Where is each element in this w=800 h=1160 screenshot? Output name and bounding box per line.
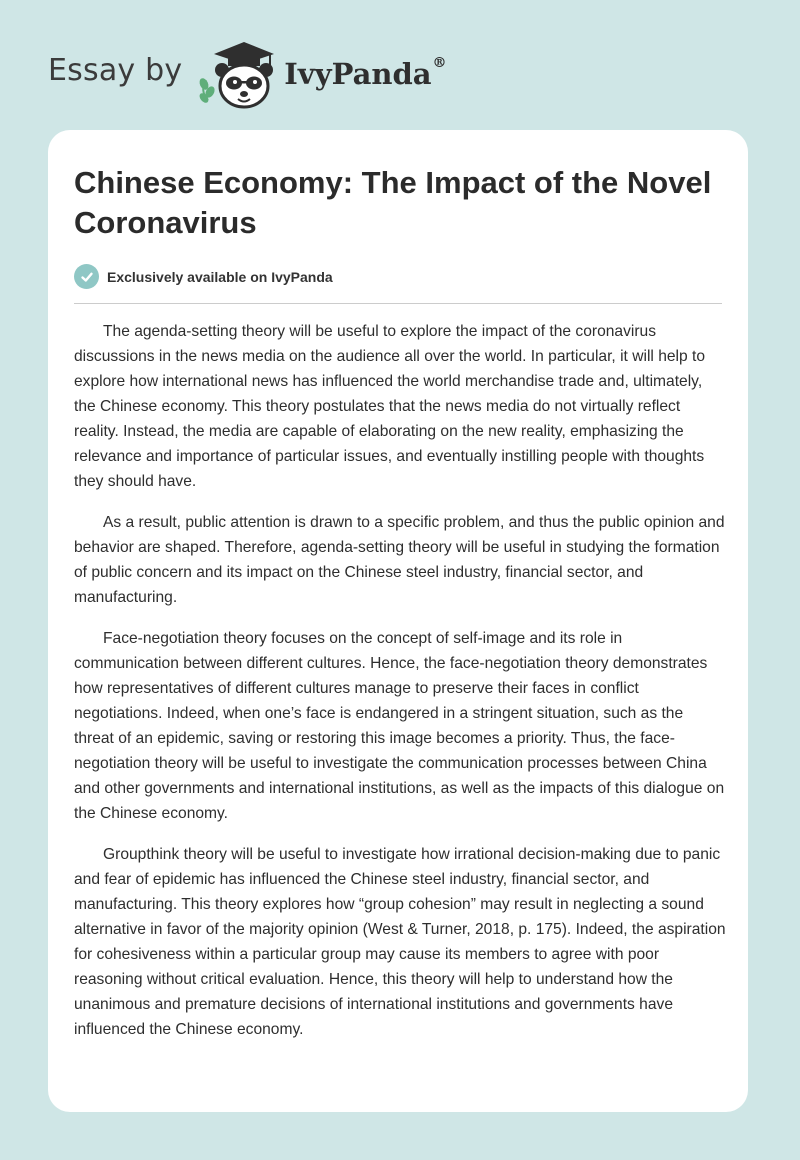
exclusive-label: Exclusively available on IvyPanda xyxy=(107,268,333,285)
essay-card xyxy=(48,130,748,1112)
body-paragraph: Face-negotiation theory focuses on the concept of self-image and its role in communication between different cultures. Hence, the face-negotiation theory demonstrates how representatives of different cultures manage to preserve their faces in conflict negotiations. Indeed, when one’s face is endangered in a stringent situation, such as the threat of an epidemic, saving or restoring this image becomes a priority. Thus, the face-negotiation theory will be useful to investigate the communication processes between China and other governments and international institutions, as well as the impacts of this dialogue on the Chinese economy. xyxy=(74,630,725,822)
essay-title: Chinese Economy: The Impact of the Novel Coronavirus xyxy=(74,165,712,240)
essay-body xyxy=(74,319,726,1058)
panda-graduate-logo-icon[interactable] xyxy=(196,34,280,110)
body-paragraph: Groupthink theory will be useful to investigate how irrational decision-making due to panic and fear of epidemic has influenced the Chinese steel industry, financial sector, and manufacturing. This theory explores how “group cohesion” may result in neglecting a sound alternative in favor of the majority opinion (West & Turner, 2018, p. 175). Indeed, the aspiration for cohesiveness within a particular group may cause its members to agree with poor reasoning without critical evaluation. Hence, this theory will help to understand how the unanimous and premature decisions of international institutions and governments have influenced the Chinese economy. xyxy=(74,846,726,1038)
registered-trademark: ® xyxy=(432,55,447,72)
exclusive-badge xyxy=(74,264,333,289)
brand-name[interactable]: IvyPanda® xyxy=(284,55,447,91)
essay-by-label: Essay by xyxy=(48,52,183,88)
body-paragraph: As a result, public attention is drawn to a specific problem, and thus the public opinion and behavior are shaped. Therefore, agenda-setting theory will be useful in studying the formation of public concern and its impact on the Chinese steel industry, financial sector, and manufacturing. xyxy=(74,514,725,606)
body-paragraph: The agenda-setting theory will be useful to explore the impact of the coronavirus discussions in the news media on the audience all over the world. In particular, it will help to explore how international news has influenced the world merchandise trade and, ultimately, the Chinese economy. This theory postulates that the news media do not virtually reflect reality. Instead, the media are capable of elaborating on the new reality, emphasizing the relevance and importance of particular issues, and eventually instilling people with thoughts they should have. xyxy=(74,323,706,490)
site-header xyxy=(48,34,447,110)
check-icon xyxy=(74,264,99,289)
title-divider xyxy=(74,303,722,304)
